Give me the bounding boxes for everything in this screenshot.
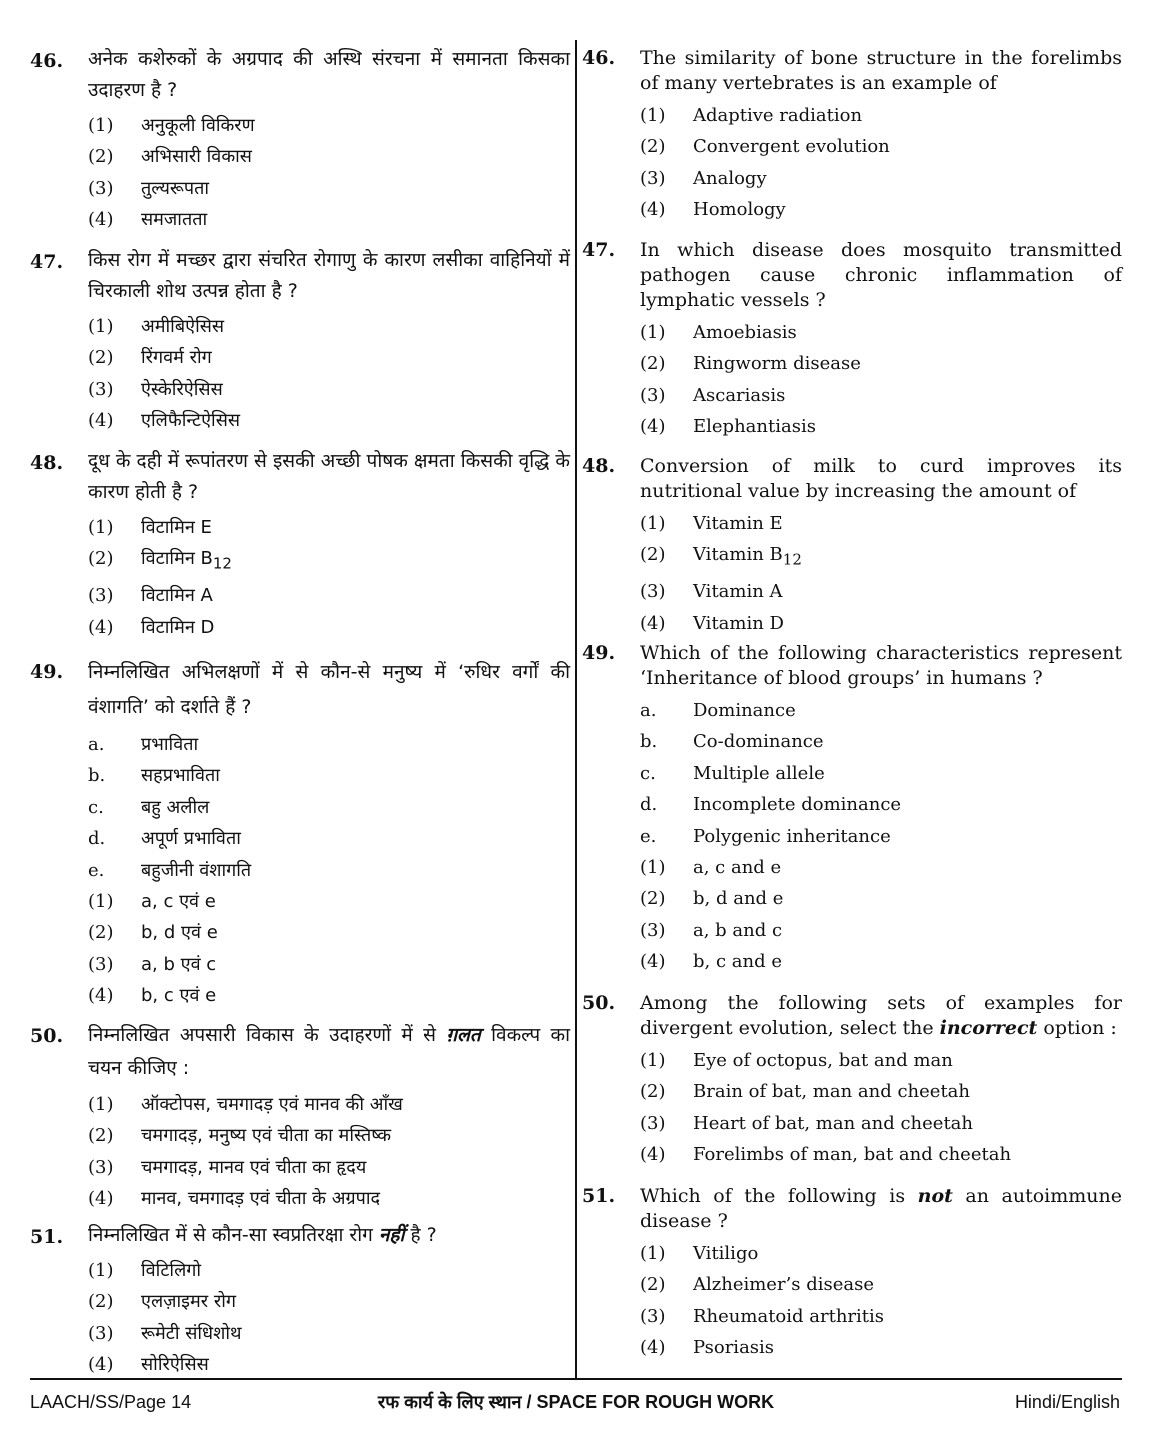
option-label: (3) xyxy=(88,378,114,400)
option-text: Adaptive radiation xyxy=(693,105,863,126)
option xyxy=(30,311,570,342)
option-text: Ringworm disease xyxy=(693,353,861,375)
option-text: मानव, चमगादड़ एवं चीता के अग्रपाद xyxy=(141,1188,381,1210)
item xyxy=(582,789,1122,820)
option xyxy=(30,1089,570,1120)
option-text: Vitamin A xyxy=(693,581,783,603)
option xyxy=(582,1045,1122,1076)
option-label: (4) xyxy=(640,199,666,221)
option-label: (3) xyxy=(640,1112,666,1134)
question-number: 49. xyxy=(30,661,64,683)
option xyxy=(30,512,570,543)
option-label: (1) xyxy=(640,1050,666,1071)
item-text: बहुजीनी वंशागति xyxy=(141,859,252,881)
option xyxy=(30,173,570,204)
option-label: (2) xyxy=(88,548,114,570)
option-text: अभिसारी विकास xyxy=(141,146,252,168)
option-text: अमीबिऐसिस xyxy=(141,316,225,337)
option-label: (4) xyxy=(640,612,666,634)
option xyxy=(582,539,1122,576)
question-text: Among the following sets of examples for divergent evolution, select the incorrect option : xyxy=(640,992,1122,1039)
option xyxy=(582,946,1122,977)
option-text: तुल्यरूपता xyxy=(141,177,210,199)
option xyxy=(30,917,570,948)
footer-language: Hindi/English xyxy=(1014,1392,1120,1412)
question-51-english xyxy=(582,1184,1122,1364)
question-text: अनेक कशेरुकों के अग्रपाद की अस्थि संरचना में समानता किसका उदाहरण है ? xyxy=(88,48,570,101)
option xyxy=(30,1349,570,1380)
question-49-hindi xyxy=(30,655,570,1012)
option xyxy=(582,1108,1122,1139)
option-text: a, c and e xyxy=(693,856,782,878)
item-label: d. xyxy=(640,794,658,816)
option xyxy=(30,1120,570,1151)
item-label: a. xyxy=(640,700,657,721)
option-label: (4) xyxy=(88,209,114,231)
question-text: In which disease does mosquito transmitted pathogen cause chronic inflammation of lymphatic vessels ? xyxy=(640,239,1122,311)
option-label: (2) xyxy=(88,1291,114,1313)
option-label: (2) xyxy=(640,888,666,910)
option-label: (1) xyxy=(640,513,666,534)
option-text: b, c एवं e xyxy=(141,985,217,1007)
option-label: (2) xyxy=(640,136,666,158)
option-label: (1) xyxy=(88,517,114,538)
option-text: Forelimbs of man, bat and cheetah xyxy=(693,1144,1012,1166)
option-text: ऑक्टोपस, चमगादड़ एवं मानव की आँख xyxy=(141,1094,403,1115)
option-label: (3) xyxy=(640,384,666,406)
option-label: (4) xyxy=(640,1144,666,1166)
option-text: चमगादड़, मनुष्य एवं चीता का मस्तिष्क xyxy=(141,1125,392,1147)
option-text: चमगादड़, मानव एवं चीता का हृदय xyxy=(141,1156,367,1178)
question-number: 46. xyxy=(582,47,616,69)
option-text: ऐस्केरिऐसिस xyxy=(141,378,223,400)
option-label: (4) xyxy=(88,616,114,638)
option xyxy=(30,980,570,1011)
option-text: विटामिन $B_{12}$ xyxy=(141,548,232,573)
option-text: a, c एवं e xyxy=(141,890,216,912)
option xyxy=(582,1139,1122,1170)
option-label: (4) xyxy=(640,951,666,973)
option-text: b, d and e xyxy=(693,888,784,910)
option xyxy=(30,580,570,611)
option-label: (2) xyxy=(640,544,666,566)
item-text: Dominance xyxy=(693,700,796,721)
question-50-hindi xyxy=(30,1019,570,1215)
option-label: (3) xyxy=(88,585,114,607)
option xyxy=(30,1183,570,1214)
item xyxy=(582,726,1122,757)
option xyxy=(30,1318,570,1349)
item xyxy=(30,855,570,886)
question-50-english xyxy=(582,991,1122,1171)
footer-page-code: LAACH/SS/Page 14 xyxy=(30,1392,192,1412)
option xyxy=(30,342,570,373)
option xyxy=(582,852,1122,883)
option xyxy=(30,141,570,172)
option-text: Alzheimer’s disease xyxy=(693,1274,875,1296)
option-text: अनुकूली विकिरण xyxy=(141,115,255,136)
option-text: एलज़ाइमर रोग xyxy=(141,1291,237,1313)
item xyxy=(582,695,1122,726)
option-text: a, b एवं c xyxy=(141,953,217,975)
question-number: 48. xyxy=(30,452,64,474)
emphasis-word: incorrect xyxy=(939,1017,1038,1039)
item-label: b. xyxy=(640,731,658,753)
option xyxy=(582,883,1122,914)
option xyxy=(30,1255,570,1286)
option xyxy=(30,374,570,405)
option-label: (4) xyxy=(88,410,114,432)
option xyxy=(582,608,1122,639)
option-label: (2) xyxy=(640,1274,666,1296)
option-label: (1) xyxy=(640,105,666,126)
option-text: Vitamin $B_{12}$ xyxy=(693,544,802,569)
question-number: 47. xyxy=(582,239,616,261)
question-47-hindi xyxy=(30,245,570,437)
option-text: b, d एवं e xyxy=(141,922,218,944)
question-text: किस रोग में मच्छर द्वारा संचरित रोगाणु के कारण लसीका वाहिनियों में चिरकाली शोथ उत्पन्न होता है ? xyxy=(88,249,570,302)
item xyxy=(30,760,570,791)
item xyxy=(30,823,570,854)
option xyxy=(582,100,1122,131)
option-text: Elephantiasis xyxy=(693,416,816,438)
option xyxy=(30,1286,570,1317)
option xyxy=(30,110,570,141)
question-number: 50. xyxy=(30,1025,64,1047)
option-text: Rheumatoid arthritis xyxy=(693,1305,885,1327)
option-text: Amoebiasis xyxy=(693,322,797,343)
item-label: e. xyxy=(640,825,657,847)
option-text: Ascariasis xyxy=(693,384,786,406)
option-label: (1) xyxy=(640,322,666,343)
option-label: (1) xyxy=(88,1260,114,1281)
option xyxy=(582,194,1122,225)
item xyxy=(30,792,570,823)
option-text: b, c and e xyxy=(693,951,782,973)
column-divider xyxy=(575,40,577,1378)
item-text: Multiple allele xyxy=(693,762,825,784)
question-text: निम्नलिखित में से कौन-सा स्वप्रतिरक्षा रोग नहीं है ? xyxy=(88,1224,437,1246)
question-text: दूध के दही में रूपांतरण से इसकी अच्छी पोषक क्षमता किसकी वृद्धि के कारण होती है ? xyxy=(88,450,570,503)
question-number: 50. xyxy=(582,992,616,1014)
option xyxy=(582,1076,1122,1107)
option-text: विटामिन A xyxy=(141,585,213,607)
option-text: Eye of octopus, bat and man xyxy=(693,1050,953,1071)
option-label: (2) xyxy=(640,353,666,375)
option xyxy=(30,543,570,580)
emphasis-word: नहीं xyxy=(378,1224,405,1246)
option xyxy=(30,886,570,917)
question-text: निम्नलिखित अपसारी विकास के उदाहरणों में से ग़लत विकल्प का चयन कीजिए : xyxy=(88,1024,570,1079)
option-text: Vitamin E xyxy=(693,513,783,534)
option-label: (3) xyxy=(88,177,114,199)
option-label: (3) xyxy=(88,1156,114,1178)
item-text: प्रभाविता xyxy=(141,734,199,755)
option-text: विटामिन E xyxy=(141,517,212,538)
question-number: 48. xyxy=(582,455,616,477)
item-text: Polygenic inheritance xyxy=(693,825,891,847)
question-text: Which of the following characteristics represent ‘Inheritance of blood groups’ in humans ? xyxy=(640,642,1122,689)
question-number: 51. xyxy=(582,1185,616,1207)
option-label: (3) xyxy=(88,953,114,975)
question-51-hindi xyxy=(30,1220,570,1381)
option-label: (2) xyxy=(88,347,114,369)
option xyxy=(582,1332,1122,1363)
option-text: Vitamin D xyxy=(693,612,784,634)
option-text: रिंगवर्म रोग xyxy=(141,347,212,369)
option-label: (3) xyxy=(640,167,666,189)
option-label: (3) xyxy=(640,1305,666,1327)
option-text: एलिफैन्टिऐसिस xyxy=(141,410,241,432)
question-number: 51. xyxy=(30,1226,64,1248)
item-label: c. xyxy=(640,762,656,784)
item xyxy=(30,729,570,760)
option-label: (2) xyxy=(88,922,114,944)
question-number: 47. xyxy=(30,251,64,273)
question-47-english xyxy=(582,238,1122,443)
item-label: d. xyxy=(88,828,106,850)
item-text: Co-dominance xyxy=(693,731,824,753)
question-46-hindi xyxy=(30,44,570,236)
option xyxy=(582,1301,1122,1332)
item-label: b. xyxy=(88,765,106,787)
option-label: (2) xyxy=(640,1081,666,1103)
option-label: (4) xyxy=(640,416,666,438)
question-text: Which of the following is not an autoimmune disease ? xyxy=(640,1185,1122,1232)
item-label: a. xyxy=(88,734,105,755)
option xyxy=(582,1269,1122,1300)
option xyxy=(30,612,570,643)
question-number: 46. xyxy=(30,50,64,72)
option-label: (4) xyxy=(88,1188,114,1210)
hindi-column xyxy=(30,40,570,1378)
item-label: c. xyxy=(88,796,104,818)
option-text: विटिलिगो xyxy=(141,1260,202,1281)
option-label: (1) xyxy=(88,115,114,136)
option-text: Brain of bat, man and cheetah xyxy=(693,1081,971,1103)
footer-rule xyxy=(30,1378,1122,1380)
option-text: सोरिऐसिस xyxy=(141,1354,209,1376)
english-column xyxy=(582,40,1122,1378)
item-text: अपूर्ण प्रभाविता xyxy=(141,828,241,850)
option xyxy=(582,163,1122,194)
option xyxy=(582,348,1122,379)
question-text: The similarity of bone structure in the forelimbs of many vertebrates is an example of xyxy=(640,47,1122,94)
option-text: Homology xyxy=(693,199,786,221)
option-text: Heart of bat, man and cheetah xyxy=(693,1112,974,1134)
option-label: (1) xyxy=(640,856,666,878)
option-label: (4) xyxy=(88,985,114,1007)
option-label: (1) xyxy=(88,316,114,337)
question-48-english xyxy=(582,454,1122,639)
option-label: (2) xyxy=(88,1125,114,1147)
item-text: Incomplete dominance xyxy=(693,794,902,816)
option-text: Analogy xyxy=(693,167,767,189)
option xyxy=(30,1152,570,1183)
option-label: (1) xyxy=(88,890,114,912)
option xyxy=(30,405,570,436)
option-text: Vitiligo xyxy=(693,1243,759,1264)
option-text: a, b and c xyxy=(693,919,783,941)
item-label: e. xyxy=(88,859,105,881)
option-text: Psoriasis xyxy=(693,1337,775,1359)
footer-rough-work-label: रफ कार्य के लिए स्थान / SPACE FOR ROUGH WORK xyxy=(377,1392,775,1412)
option xyxy=(30,949,570,980)
option-label: (3) xyxy=(640,919,666,941)
question-46-english xyxy=(582,46,1122,226)
option xyxy=(582,317,1122,348)
option xyxy=(582,508,1122,539)
option xyxy=(582,915,1122,946)
option-label: (1) xyxy=(88,1094,114,1115)
option xyxy=(582,411,1122,442)
option-label: (1) xyxy=(640,1243,666,1264)
option-text: Convergent evolution xyxy=(693,136,890,158)
option-label: (4) xyxy=(640,1337,666,1359)
question-48-hindi xyxy=(30,446,570,643)
question-text: निम्नलिखित अभिलक्षणों में से कौन-से मनुष्य में ‘रुधिर वर्गों की वंशागति’ को दर्शाते हैं ? xyxy=(88,661,570,718)
option-label: (4) xyxy=(88,1354,114,1376)
option xyxy=(582,380,1122,411)
option xyxy=(582,1238,1122,1269)
question-text: Conversion of milk to curd improves its nutritional value by increasing the amount of xyxy=(640,455,1122,502)
option-label: (3) xyxy=(88,1322,114,1344)
question-49-english xyxy=(582,641,1122,978)
item xyxy=(582,758,1122,789)
option-text: रूमेटी संधिशोथ xyxy=(141,1322,242,1344)
option xyxy=(30,204,570,235)
question-number: 49. xyxy=(582,642,616,664)
item-text: सहप्रभाविता xyxy=(141,765,220,787)
option-text: विटामिन D xyxy=(141,616,215,638)
item xyxy=(582,821,1122,852)
option-text: समजातता xyxy=(141,209,208,231)
option-label: (3) xyxy=(640,581,666,603)
emphasis-word: not xyxy=(917,1185,953,1207)
emphasis-word: ग़लत xyxy=(446,1024,481,1046)
item-text: बहु अलील xyxy=(141,796,210,818)
option-label: (2) xyxy=(88,146,114,168)
option xyxy=(582,576,1122,607)
option xyxy=(582,131,1122,162)
